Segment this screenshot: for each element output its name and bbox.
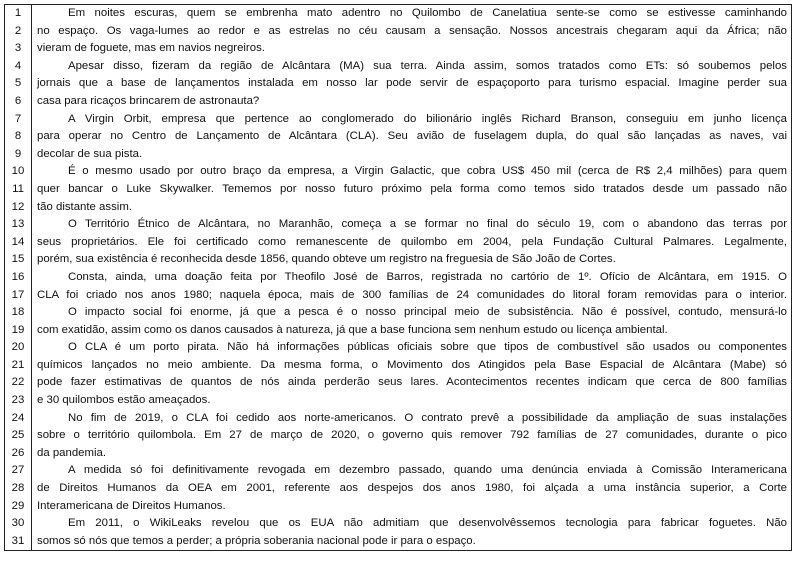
line-text: tão distante assim. [37, 200, 132, 213]
text-line [5, 533, 791, 551]
document-text-table [4, 4, 792, 551]
line-text: sobre o território quilombola. Em 27 de março de 2020, o governo quis remover 792 famílias de 27 comunidades, durante o pico [37, 429, 787, 442]
line-number: 30 [5, 515, 32, 533]
line-text: porém, sua existência é reconhecida desde 1856, quando obteve um registro na freguesia de São João de Cortes. [37, 253, 616, 266]
text-line [5, 146, 791, 164]
text-line [5, 374, 791, 392]
line-number: 24 [5, 410, 32, 428]
text-line [5, 339, 791, 357]
line-number: 18 [5, 304, 32, 322]
text-line [5, 515, 791, 533]
text-line [5, 304, 791, 322]
text-line [5, 287, 791, 305]
text-line [5, 410, 791, 428]
line-text: CLA foi criado nos anos 1980; naquela época, mais de 300 famílias de 24 comunidades do litoral foram removidas para o interior. [37, 288, 787, 301]
line-text: A medida só foi definitivamente revogada em dezembro passado, quando uma denúncia enviada à Comissão Interamericana [68, 464, 787, 477]
line-text: seus proprietários. Ele foi certificado como remanescente de quilombo em 2004, pela Fundação Cultural Palmares. Legalmente, [37, 235, 787, 248]
line-number: 31 [5, 533, 32, 551]
text-line [5, 128, 791, 146]
line-text: da pandemia. [37, 446, 107, 459]
line-number: 1 [5, 5, 32, 23]
text-line [5, 498, 791, 516]
line-text: Apesar disso, fizeram da região de Alcântara (MA) sua terra. Ainda assim, somos tratados como ETs: só soubemos pelos [68, 59, 787, 72]
text-line [5, 427, 791, 445]
line-text: para operar no Centro de Lançamento de Alcântara (CLA). Seu avião de fuselagem dupla, do qual são lançadas as naves, vai [37, 130, 787, 143]
text-line [5, 75, 791, 93]
line-number: 13 [5, 216, 32, 234]
line-number: 25 [5, 427, 32, 445]
text-line [5, 23, 791, 41]
line-text: Interamericana de Direitos Humanos. [37, 499, 226, 512]
text-line [5, 480, 791, 498]
line-text: O impacto social foi enorme, já que a pesca é o nosso principal meio de subsistência. Não é possível, contudo, mensurá-lo [68, 306, 787, 319]
line-number: 12 [5, 199, 32, 217]
text-line [5, 40, 791, 58]
line-text: somos só nós que temos a perder; a própria soberania nacional pode ir para o espaço. [37, 534, 476, 547]
text-line [5, 5, 791, 23]
text-line [5, 445, 791, 463]
line-number: 22 [5, 374, 32, 392]
line-number: 8 [5, 128, 32, 146]
line-number: 23 [5, 392, 32, 410]
text-line [5, 357, 791, 375]
line-number: 16 [5, 269, 32, 287]
text-line [5, 163, 791, 181]
line-text: É o mesmo usado por outro braço da empresa, a Virgin Galactic, que cobra US$ 450 mil (cerca de R$ 2,4 milhões) para quem [68, 165, 787, 178]
text-line [5, 392, 791, 410]
line-number: 28 [5, 480, 32, 498]
line-text: vieram de foguete, mas em navios negreiros. [37, 42, 265, 55]
text-line [5, 216, 791, 234]
line-number: 3 [5, 40, 32, 58]
line-number: 11 [5, 181, 32, 199]
text-line [5, 199, 791, 217]
line-number: 5 [5, 75, 32, 93]
text-line [5, 322, 791, 340]
line-number: 2 [5, 23, 32, 41]
line-number: 9 [5, 146, 32, 164]
line-number: 20 [5, 339, 32, 357]
line-text: e 30 quilombos estão ameaçados. [37, 394, 211, 407]
text-line [5, 462, 791, 480]
line-number: 29 [5, 498, 32, 516]
line-text: decolar de sua pista. [37, 147, 143, 160]
text-line [5, 251, 791, 269]
line-text: A Virgin Orbit, empresa que pertence ao conglomerado do bilionário inglês Richard Branson, conseguiu em junho licença [68, 112, 787, 125]
line-number: 26 [5, 445, 32, 463]
line-number: 7 [5, 111, 32, 129]
line-text: O CLA é um porto pirata. Não há informações públicas oficiais sobre que tipos de combustível são usados ou componentes [68, 341, 787, 354]
text-line [5, 234, 791, 252]
line-text: casa para ricaços brincarem de astronauta? [37, 94, 260, 107]
text-line [5, 111, 791, 129]
line-text: Em noites escuras, quem se embrenha mato adentro no Quilombo de Canelatiua sente-se como se estivesse caminhando [68, 7, 787, 19]
line-text: pode fazer estimativas de quantos de nós ainda perderão seus lares. Acontecimentos recentes indicam que cerca de 800 famílias [37, 376, 787, 389]
line-number: 14 [5, 234, 32, 252]
line-number: 15 [5, 251, 32, 269]
line-number: 27 [5, 462, 32, 480]
line-number: 6 [5, 93, 32, 111]
line-number: 19 [5, 322, 32, 340]
text-line [5, 269, 791, 287]
line-text: O Território Étnico de Alcântara, no Maranhão, começa a se formar no final do século 19, com o abandono das terras por [68, 218, 787, 231]
text-line [5, 181, 791, 199]
line-text: jornais que a base de lançamentos instalada em nosso lar pode servir de espaçoporto para turismo espacial. Imagine perder sua [37, 77, 787, 90]
text-line [5, 58, 791, 76]
line-text: com exatidão, assim como os danos causados à natureza, já que a base funciona sem nenhum estudo ou licença ambiental. [37, 323, 668, 336]
line-number: 10 [5, 163, 32, 181]
text-line [5, 93, 791, 111]
line-text: No fim de 2019, o CLA foi cedido aos norte-americanos. O contrato prevê a possibilidade da ampliação de suas instalações [68, 411, 787, 424]
line-number: 17 [5, 287, 32, 305]
line-text: de Direitos Humanos da OEA em 2001, referente aos despejos dos anos 1980, foi alçada a uma instância superior, a Corte [37, 482, 787, 495]
line-text: químicos lançados no meio ambiente. Da mesma forma, o Movimento dos Atingidos pela Base Espacial de Alcântara (Mabe) só [37, 358, 787, 371]
line-text: Em 2011, o WikiLeaks revelou que os EUA não admitiam que desenvolvêssemos tecnologia para fabricar foguetes. Não [68, 517, 787, 530]
line-text: Consta, ainda, uma doação feita por Theofilo José de Barros, registrada no cartório de 1º. Ofício de Alcântara, em 1915. O [68, 270, 787, 283]
line-text: quer bancar o Luke Skywalker. Tememos por nosso futuro próximo pela forma como temos sido tratados desde um passado não [37, 182, 787, 195]
line-number: 21 [5, 357, 32, 375]
line-number: 4 [5, 58, 32, 76]
line-text: no espaço. Os vaga-lumes ao redor e as estrelas no céu causam a sensação. Nossos ancestrais chegaram aqui da África; não [37, 24, 787, 37]
